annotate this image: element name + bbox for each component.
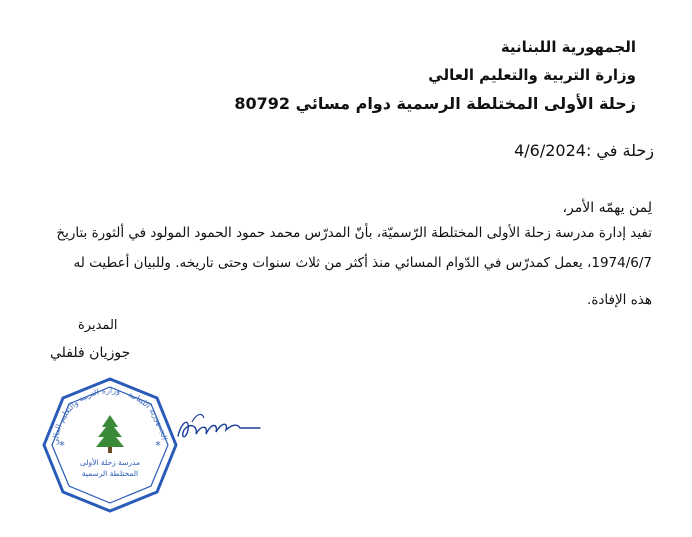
- cedar-icon: [96, 415, 124, 453]
- letter-line-2: 1974/6/7، يعمل كمدرّس في الدّوام المسائي منذ أكثر من ثلاث سنوات وحتى تاريخه. وللبيان أعطيت له: [73, 255, 652, 271]
- stamp-ring-text: الجمهورية اللبنانية - وزارة التربية والتعليم العالي: [50, 385, 169, 446]
- handwritten-signature: [172, 400, 262, 450]
- stamp-center-text-2: المختلطة الرسمية: [81, 469, 139, 478]
- header-school: زحلة الأولى المختلطة الرسمية دوام مسائي 80792: [234, 94, 636, 113]
- header-ministry: وزارة التربية والتعليم العالي: [428, 66, 636, 84]
- star-icon-right: *: [155, 439, 161, 452]
- date-label: زحلة في :4/6/2024: [514, 141, 654, 160]
- header-republic: الجمهورية اللبنانية: [500, 38, 636, 56]
- letter-line-3: هذه الإفادة.: [587, 292, 652, 308]
- signatory-title: المديرة: [78, 318, 118, 333]
- letter-line-1: تفيد إدارة مدرسة زحلة الأولى المختلطة الرّسميّة، بأنّ المدرّس محمد حمود الحمود المولود في ألثورة بتاريخ: [56, 225, 652, 241]
- stamp-center-text-1: مدرسة زحلة الأولى: [80, 458, 140, 467]
- salutation: لِمن يهمّه الأمر،: [562, 200, 652, 216]
- star-icon-left: *: [59, 439, 65, 452]
- date-line: [514, 141, 654, 160]
- signatory-name: جوزيان فلفلي: [50, 345, 131, 361]
- official-stamp: [40, 375, 180, 515]
